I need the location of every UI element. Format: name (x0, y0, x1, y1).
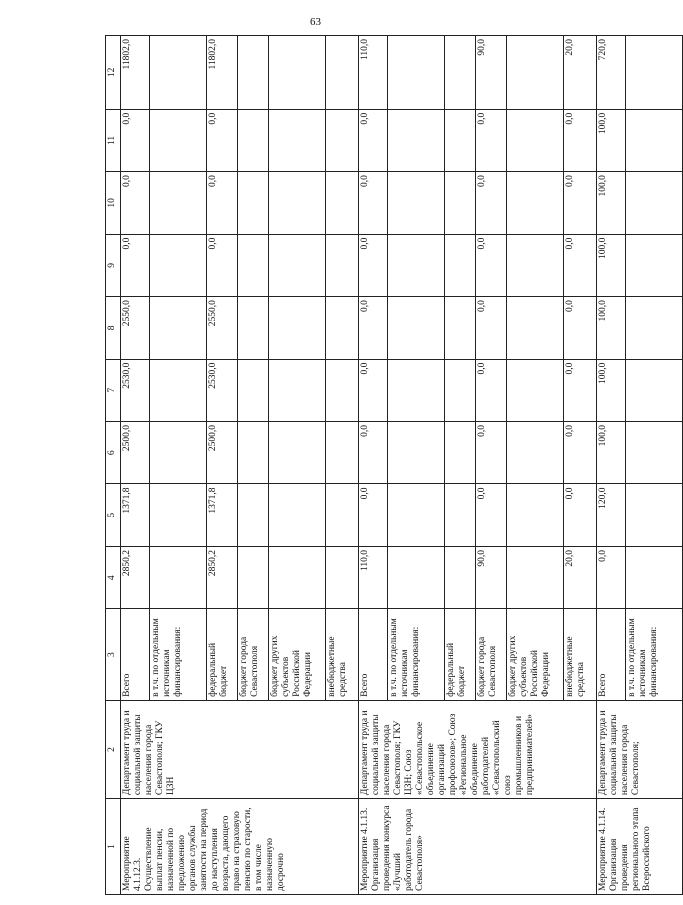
column-header: 3 (106, 609, 121, 700)
value-cell (150, 36, 207, 110)
value-cell (150, 109, 207, 171)
column-header: 11 (106, 109, 121, 171)
value-cell (326, 359, 359, 421)
value-cell (150, 546, 207, 608)
value-cell: 0,0 (564, 422, 597, 484)
value-cell: 20,0 (564, 546, 597, 608)
value-cell (326, 297, 359, 359)
value-cell (626, 234, 683, 296)
funding-source-cell: бюджет других субъектов Российской Федерации (269, 609, 326, 700)
value-cell (326, 546, 359, 608)
value-cell (507, 297, 564, 359)
executor-cell: Департамент труда и социальной защиты населения города Севастополя; ГКУ ЦЗН (121, 700, 359, 798)
funding-source-cell: бюджет других субъектов Российской Федерации (507, 609, 564, 700)
value-cell: 2500,0 (207, 422, 238, 484)
value-cell (507, 172, 564, 234)
value-cell (445, 422, 476, 484)
value-cell: 720,0 (597, 36, 626, 110)
value-cell (150, 297, 207, 359)
funding-source-cell: в т.ч. по отдельным источникам финансирования: (388, 609, 445, 700)
value-cell (238, 359, 269, 421)
value-cell: 2550,0 (121, 297, 150, 359)
value-cell: 110,0 (359, 546, 388, 608)
value-cell (626, 359, 683, 421)
value-cell (626, 172, 683, 234)
value-cell (238, 484, 269, 546)
value-cell (388, 109, 445, 171)
funding-source-cell: федеральный бюджет (207, 609, 238, 700)
value-cell (150, 422, 207, 484)
table-row (597, 36, 626, 895)
value-cell (445, 234, 476, 296)
value-cell: 0,0 (476, 172, 507, 234)
executor-cell: Департамент труда и социальной защиты населения города Севастополя; (597, 700, 683, 798)
funding-source-cell: Всего (121, 609, 150, 700)
value-cell (238, 546, 269, 608)
funding-source-cell: бюджет города Севастополя (238, 609, 269, 700)
funding-source-cell: бюджет города Севастополя (476, 609, 507, 700)
value-cell (269, 359, 326, 421)
value-cell (269, 36, 326, 110)
value-cell (326, 422, 359, 484)
column-header: 2 (106, 700, 121, 798)
value-cell: 0,0 (476, 297, 507, 359)
value-cell (388, 172, 445, 234)
column-header: 12 (106, 36, 121, 110)
value-cell (269, 297, 326, 359)
column-number-row (106, 36, 121, 895)
value-cell (388, 546, 445, 608)
value-cell: 1371,8 (121, 484, 150, 546)
executor-cell: Департамент труда и социальной защиты населения города Севастополя; ГКУ ЦЗН; Союз «Севастопольское объединение организаций профсоюзов»; Союз «Региональное объединение работодателей «Севастопольский союз промышленников и предпринимателей» (359, 700, 597, 798)
funding-source-cell: в т.ч. по отдельным источникам финансирования: (150, 609, 207, 700)
value-cell: 0,0 (359, 109, 388, 171)
value-cell (388, 36, 445, 110)
column-header: 4 (106, 546, 121, 608)
measure-name-cell: Мероприятие 4.1.13. Организация проведения конкурса «Лучший работодатель города Севастополя» (359, 799, 597, 895)
value-cell (626, 109, 683, 171)
value-cell: 0,0 (597, 546, 626, 608)
value-cell: 110,0 (359, 36, 388, 110)
value-cell (326, 484, 359, 546)
value-cell (238, 109, 269, 171)
value-cell (269, 172, 326, 234)
value-cell (326, 36, 359, 110)
value-cell (238, 234, 269, 296)
value-cell: 2530,0 (207, 359, 238, 421)
value-cell (269, 484, 326, 546)
funding-source-cell: Всего (359, 609, 388, 700)
value-cell (626, 297, 683, 359)
value-cell: 120,0 (597, 484, 626, 546)
value-cell (507, 422, 564, 484)
value-cell (238, 172, 269, 234)
value-cell (150, 234, 207, 296)
value-cell (445, 172, 476, 234)
value-cell: 0,0 (476, 109, 507, 171)
value-cell (626, 36, 683, 110)
value-cell (150, 484, 207, 546)
value-cell (626, 484, 683, 546)
value-cell (445, 109, 476, 171)
value-cell: 2850,2 (121, 546, 150, 608)
value-cell (445, 297, 476, 359)
table-row (359, 36, 388, 895)
value-cell (269, 234, 326, 296)
value-cell: 90,0 (476, 36, 507, 110)
value-cell: 0,0 (359, 484, 388, 546)
funding-table (105, 35, 683, 895)
value-cell: 11802,0 (207, 36, 238, 110)
value-cell: 0,0 (359, 422, 388, 484)
page-number: 63 (310, 16, 321, 28)
value-cell (269, 109, 326, 171)
value-cell: 0,0 (207, 172, 238, 234)
value-cell: 0,0 (121, 234, 150, 296)
value-cell: 0,0 (359, 359, 388, 421)
value-cell: 0,0 (476, 359, 507, 421)
value-cell: 2550,0 (207, 297, 238, 359)
value-cell: 0,0 (207, 234, 238, 296)
funding-source-cell: внебюджетные средства (564, 609, 597, 700)
value-cell (238, 36, 269, 110)
column-header: 10 (106, 172, 121, 234)
value-cell: 100,0 (597, 422, 626, 484)
funding-source-cell: внебюджетные средства (326, 609, 359, 700)
value-cell (507, 36, 564, 110)
column-header: 9 (106, 234, 121, 296)
value-cell: 100,0 (597, 297, 626, 359)
value-cell (150, 359, 207, 421)
value-cell: 0,0 (564, 359, 597, 421)
value-cell: 0,0 (476, 484, 507, 546)
value-cell: 100,0 (597, 234, 626, 296)
value-cell (445, 484, 476, 546)
value-cell: 0,0 (359, 297, 388, 359)
value-cell: 0,0 (359, 172, 388, 234)
value-cell: 100,0 (597, 109, 626, 171)
value-cell: 0,0 (564, 297, 597, 359)
value-cell (150, 172, 207, 234)
value-cell (388, 422, 445, 484)
value-cell: 0,0 (564, 484, 597, 546)
column-header: 1 (106, 799, 121, 895)
column-header: 5 (106, 484, 121, 546)
column-header: 7 (106, 359, 121, 421)
value-cell (445, 36, 476, 110)
rotated-table-stage (105, 35, 659, 895)
value-cell (269, 546, 326, 608)
value-cell (445, 359, 476, 421)
value-cell (388, 234, 445, 296)
value-cell: 0,0 (121, 109, 150, 171)
value-cell: 2500,0 (121, 422, 150, 484)
value-cell: 0,0 (207, 109, 238, 171)
column-header: 6 (106, 422, 121, 484)
funding-source-cell: в т.ч. по отдельным источникам финансирования: (626, 609, 683, 700)
value-cell (445, 546, 476, 608)
value-cell (507, 484, 564, 546)
value-cell (507, 359, 564, 421)
value-cell: 2530,0 (121, 359, 150, 421)
table-row (121, 36, 150, 895)
value-cell: 2850,2 (207, 546, 238, 608)
value-cell: 100,0 (597, 172, 626, 234)
value-cell (388, 359, 445, 421)
value-cell (626, 546, 683, 608)
value-cell (507, 234, 564, 296)
value-cell: 0,0 (476, 422, 507, 484)
measure-name-cell: Мероприятие 4.1.12.3. Осуществление выплат пенсии, назначенной по предложению органов службы занятости на период до наступления возраста, дающего право на страховую пенсию по старости, в том числе назначенную досрочно (121, 799, 359, 895)
measure-name-cell: Мероприятие 4.1.14. Организация проведения регионального этапа Всероссийского (597, 799, 683, 895)
column-header: 8 (106, 297, 121, 359)
value-cell: 0,0 (359, 234, 388, 296)
value-cell: 0,0 (564, 172, 597, 234)
value-cell: 90,0 (476, 546, 507, 608)
value-cell (326, 109, 359, 171)
funding-source-cell: федеральный бюджет (445, 609, 476, 700)
funding-source-cell: Всего (597, 609, 626, 700)
value-cell (238, 422, 269, 484)
value-cell (626, 422, 683, 484)
value-cell (388, 297, 445, 359)
value-cell (326, 234, 359, 296)
value-cell (507, 109, 564, 171)
value-cell: 20,0 (564, 36, 597, 110)
value-cell: 100,0 (597, 359, 626, 421)
value-cell (388, 484, 445, 546)
value-cell: 1371,8 (207, 484, 238, 546)
value-cell: 0,0 (476, 234, 507, 296)
value-cell: 0,0 (564, 234, 597, 296)
value-cell (269, 422, 326, 484)
value-cell (326, 172, 359, 234)
value-cell (507, 546, 564, 608)
value-cell: 0,0 (564, 109, 597, 171)
value-cell: 11802,0 (121, 36, 150, 110)
value-cell (238, 297, 269, 359)
value-cell: 0,0 (121, 172, 150, 234)
